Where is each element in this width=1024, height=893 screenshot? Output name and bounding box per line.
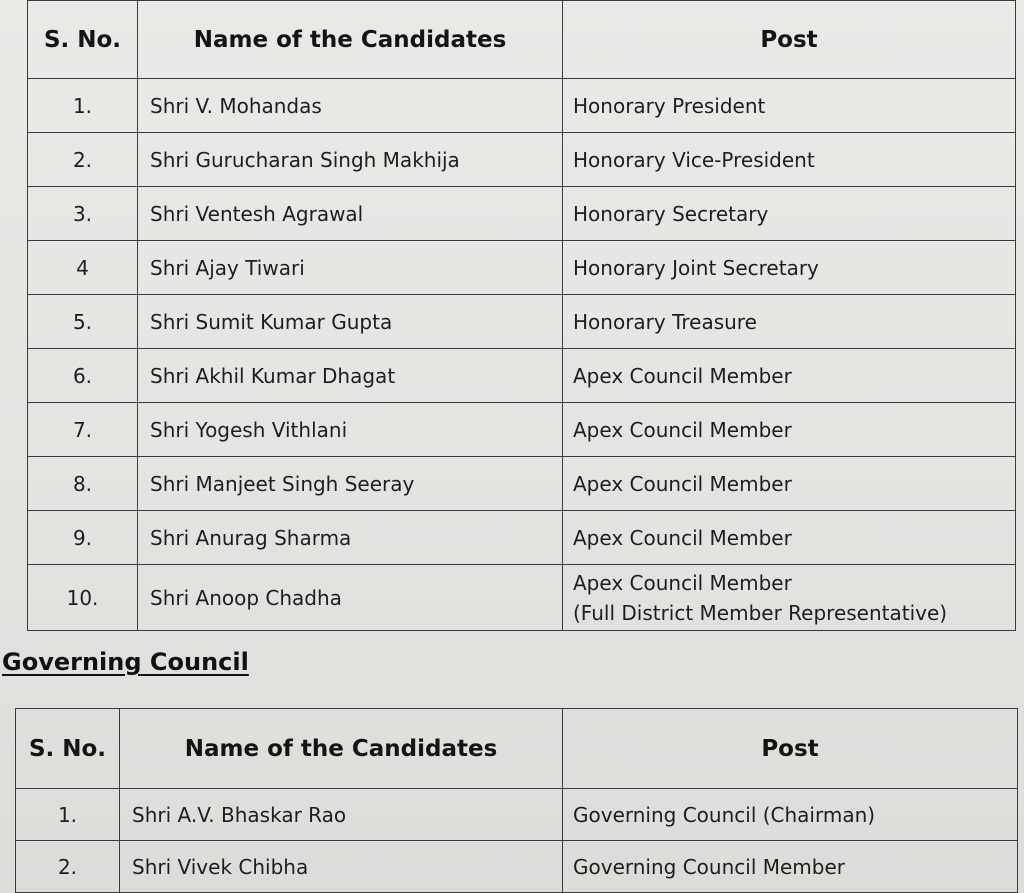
cell-sno: 2. — [16, 841, 120, 893]
office-bearers-table — [27, 0, 1016, 631]
cell-post: Apex Council Member — [563, 403, 1016, 457]
governing-council-heading: Governing Council — [2, 648, 249, 676]
cell-post: Governing Council Member — [563, 841, 1018, 893]
cell-post: Governing Council (Chairman) — [563, 789, 1018, 841]
cell-name: Shri Anoop Chadha — [138, 565, 563, 631]
cell-sno: 9. — [28, 511, 138, 565]
table-row — [28, 187, 1016, 241]
table-row — [28, 295, 1016, 349]
cell-name: Shri Anurag Sharma — [138, 511, 563, 565]
cell-post: Honorary Vice-President — [563, 133, 1016, 187]
cell-post: Honorary Treasure — [563, 295, 1016, 349]
cell-sno: 4 — [28, 241, 138, 295]
cell-sno: 5. — [28, 295, 138, 349]
cell-name: Shri Vivek Chibha — [120, 841, 563, 893]
cell-post: Honorary President — [563, 79, 1016, 133]
header-post: Post — [563, 709, 1018, 789]
header-post: Post — [563, 1, 1016, 79]
cell-sno: 7. — [28, 403, 138, 457]
table-row — [16, 841, 1018, 893]
cell-sno: 1. — [28, 79, 138, 133]
header-name: Name of the Candidates — [120, 709, 563, 789]
header-sno: S. No. — [16, 709, 120, 789]
post-title: Apex Council Member — [573, 570, 792, 595]
cell-sno: 3. — [28, 187, 138, 241]
table-header-row — [28, 1, 1016, 79]
cell-name: Shri Manjeet Singh Seeray — [138, 457, 563, 511]
post-note: (Full District Member Representative) — [573, 600, 948, 625]
cell-post — [563, 565, 1016, 631]
table-row — [28, 349, 1016, 403]
cell-name: Shri Gurucharan Singh Makhija — [138, 133, 563, 187]
cell-post: Apex Council Member — [563, 511, 1016, 565]
table-row — [28, 133, 1016, 187]
cell-sno: 10. — [28, 565, 138, 631]
header-name: Name of the Candidates — [138, 1, 563, 79]
cell-sno: 2. — [28, 133, 138, 187]
cell-post: Apex Council Member — [563, 457, 1016, 511]
cell-post: Honorary Joint Secretary — [563, 241, 1016, 295]
table-row — [28, 241, 1016, 295]
cell-name: Shri Ventesh Agrawal — [138, 187, 563, 241]
table-row — [28, 79, 1016, 133]
table-row — [28, 457, 1016, 511]
cell-post: Honorary Secretary — [563, 187, 1016, 241]
cell-name: Shri V. Mohandas — [138, 79, 563, 133]
table-row — [28, 511, 1016, 565]
header-sno: S. No. — [28, 1, 138, 79]
table-row — [28, 565, 1016, 631]
governing-council-table — [15, 708, 1018, 893]
cell-name: Shri Yogesh Vithlani — [138, 403, 563, 457]
table-header-row — [16, 709, 1018, 789]
table-row — [16, 789, 1018, 841]
cell-name: Shri Akhil Kumar Dhagat — [138, 349, 563, 403]
cell-sno: 1. — [16, 789, 120, 841]
cell-post: Apex Council Member — [563, 349, 1016, 403]
cell-name: Shri A.V. Bhaskar Rao — [120, 789, 563, 841]
cell-name: Shri Sumit Kumar Gupta — [138, 295, 563, 349]
cell-sno: 6. — [28, 349, 138, 403]
cell-sno: 8. — [28, 457, 138, 511]
cell-name: Shri Ajay Tiwari — [138, 241, 563, 295]
table-row — [28, 403, 1016, 457]
